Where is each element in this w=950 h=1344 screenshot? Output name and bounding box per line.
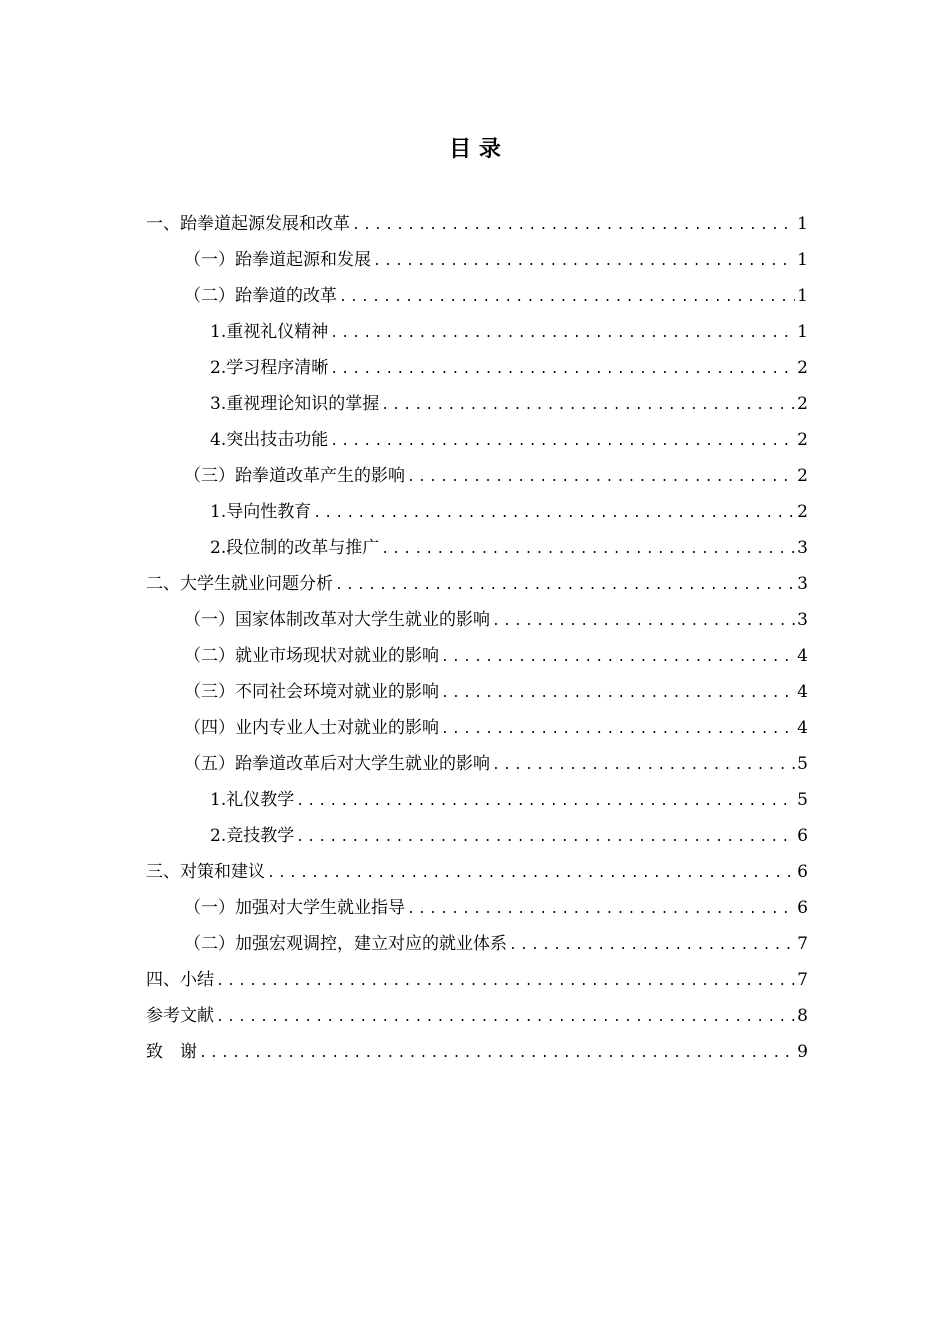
toc-dot-leader <box>330 316 795 352</box>
toc-entry[interactable] <box>146 350 808 386</box>
toc-entry-label: 一、跆拳道起源发展和改革 <box>146 214 350 234</box>
toc-entry-label: （一）国家体制改革对大学生就业的影响 <box>184 610 490 630</box>
toc-entry-label: 2.段位制的改革与推广 <box>210 538 380 558</box>
toc-entry-label: 致 谢 <box>146 1042 197 1062</box>
toc-entry[interactable] <box>146 458 808 494</box>
toc-entry-page-number: 2 <box>797 430 808 450</box>
toc-dot-leader <box>492 748 795 784</box>
toc-dot-leader <box>296 784 795 820</box>
toc-dot-leader <box>335 568 795 604</box>
toc-entry-label: （四）业内专业人士对就业的影响 <box>184 718 439 738</box>
toc-entry[interactable] <box>146 782 808 818</box>
toc-dot-leader <box>330 424 795 460</box>
toc-entry-label: 1.导向性教育 <box>210 502 312 522</box>
toc-dot-leader <box>216 1000 795 1036</box>
toc-entry-label: 参考文献 <box>146 1006 214 1026</box>
toc-dot-leader <box>381 532 795 568</box>
toc-dot-leader <box>381 388 795 424</box>
toc-dot-leader <box>441 712 795 748</box>
toc-dot-leader <box>352 208 795 244</box>
toc-entry-page-number: 4 <box>797 718 808 738</box>
toc-entry-page-number: 1 <box>797 214 808 234</box>
toc-dot-leader <box>492 604 795 640</box>
toc-entry[interactable] <box>146 242 808 278</box>
toc-entry-label: 1.重视礼仪精神 <box>210 322 329 342</box>
toc-entry-page-number: 5 <box>797 754 808 774</box>
toc-entry[interactable] <box>146 962 808 998</box>
toc-dot-leader <box>267 856 795 892</box>
toc-entry-page-number: 3 <box>797 538 808 558</box>
toc-entry-page-number: 4 <box>797 646 808 666</box>
toc-entry[interactable] <box>146 890 808 926</box>
toc-entry[interactable] <box>146 746 808 782</box>
toc-entry[interactable] <box>146 386 808 422</box>
toc-entry-label: 2.竞技教学 <box>210 826 295 846</box>
toc-entry-page-number: 7 <box>797 934 808 954</box>
toc-entry-page-number: 1 <box>797 286 808 306</box>
toc-entry-label: （五）跆拳道改革后对大学生就业的影响 <box>184 754 490 774</box>
toc-entry-label: 4.突出技击功能 <box>210 430 329 450</box>
toc-entry-label: （三）不同社会环境对就业的影响 <box>184 682 439 702</box>
toc-entry-page-number: 5 <box>797 790 808 810</box>
toc-dot-leader <box>407 892 795 928</box>
toc-entry-page-number: 2 <box>797 394 808 414</box>
toc-entry-label: 二、大学生就业问题分析 <box>146 574 333 594</box>
toc-entry[interactable] <box>146 494 808 530</box>
toc-entry-label: （一）跆拳道起源和发展 <box>184 250 371 270</box>
toc-entry[interactable] <box>146 1034 808 1070</box>
toc-entry-label: （一）加强对大学生就业指导 <box>184 898 405 918</box>
toc-entry[interactable] <box>146 638 808 674</box>
toc-entry-label: 1.礼仪教学 <box>210 790 295 810</box>
toc-entry-page-number: 7 <box>797 970 808 990</box>
toc-entry[interactable] <box>146 314 808 350</box>
toc-entry[interactable] <box>146 422 808 458</box>
toc-dot-leader <box>509 928 795 964</box>
toc-entry[interactable] <box>146 602 808 638</box>
toc-entry-page-number: 4 <box>797 682 808 702</box>
toc-entry-label: 四、小结 <box>146 970 214 990</box>
toc-entry-page-number: 6 <box>797 862 808 882</box>
toc-entry[interactable] <box>146 926 808 962</box>
toc-dot-leader <box>199 1036 795 1072</box>
toc-entry[interactable] <box>146 206 808 242</box>
toc-entry-page-number: 6 <box>797 826 808 846</box>
toc-entry-label: （二）跆拳道的改革 <box>184 286 337 306</box>
toc-dot-leader <box>330 352 795 388</box>
toc-dot-leader <box>313 496 795 532</box>
toc-dot-leader <box>373 244 795 280</box>
toc-entry-page-number: 6 <box>797 898 808 918</box>
toc-entry-page-number: 2 <box>797 358 808 378</box>
toc-entry-label: （二）就业市场现状对就业的影响 <box>184 646 439 666</box>
toc-entry-page-number: 2 <box>797 502 808 522</box>
toc-entry-label: （三）跆拳道改革产生的影响 <box>184 466 405 486</box>
toc-entry[interactable] <box>146 530 808 566</box>
toc-dot-leader <box>296 820 795 856</box>
toc-entry-page-number: 8 <box>797 1006 808 1026</box>
toc-entry-page-number: 2 <box>797 466 808 486</box>
toc-entry-label: 三、对策和建议 <box>146 862 265 882</box>
toc-entry-label: 2.学习程序清晰 <box>210 358 329 378</box>
toc-entry[interactable] <box>146 818 808 854</box>
toc-entry-page-number: 1 <box>797 250 808 270</box>
toc-list <box>146 206 808 1070</box>
toc-entry[interactable] <box>146 674 808 710</box>
toc-title: 目 录 <box>449 137 501 162</box>
toc-dot-leader <box>441 676 795 712</box>
toc-entry[interactable] <box>146 278 808 314</box>
toc-entry[interactable] <box>146 998 808 1034</box>
toc-entry[interactable] <box>146 566 808 602</box>
toc-dot-leader <box>441 640 795 676</box>
toc-entry-page-number: 9 <box>797 1042 808 1062</box>
toc-entry[interactable] <box>146 710 808 746</box>
toc-dot-leader <box>407 460 795 496</box>
toc-entry-page-number: 3 <box>797 610 808 630</box>
toc-entry-page-number: 3 <box>797 574 808 594</box>
toc-entry-label: （二）加强宏观调控，建立对应的就业体系 <box>184 934 507 954</box>
toc-entry[interactable] <box>146 854 808 890</box>
toc-entry-label: 3.重视理论知识的掌握 <box>210 394 380 414</box>
toc-entry-page-number: 1 <box>797 322 808 342</box>
toc-dot-leader <box>216 964 795 1000</box>
toc-dot-leader <box>339 280 795 316</box>
